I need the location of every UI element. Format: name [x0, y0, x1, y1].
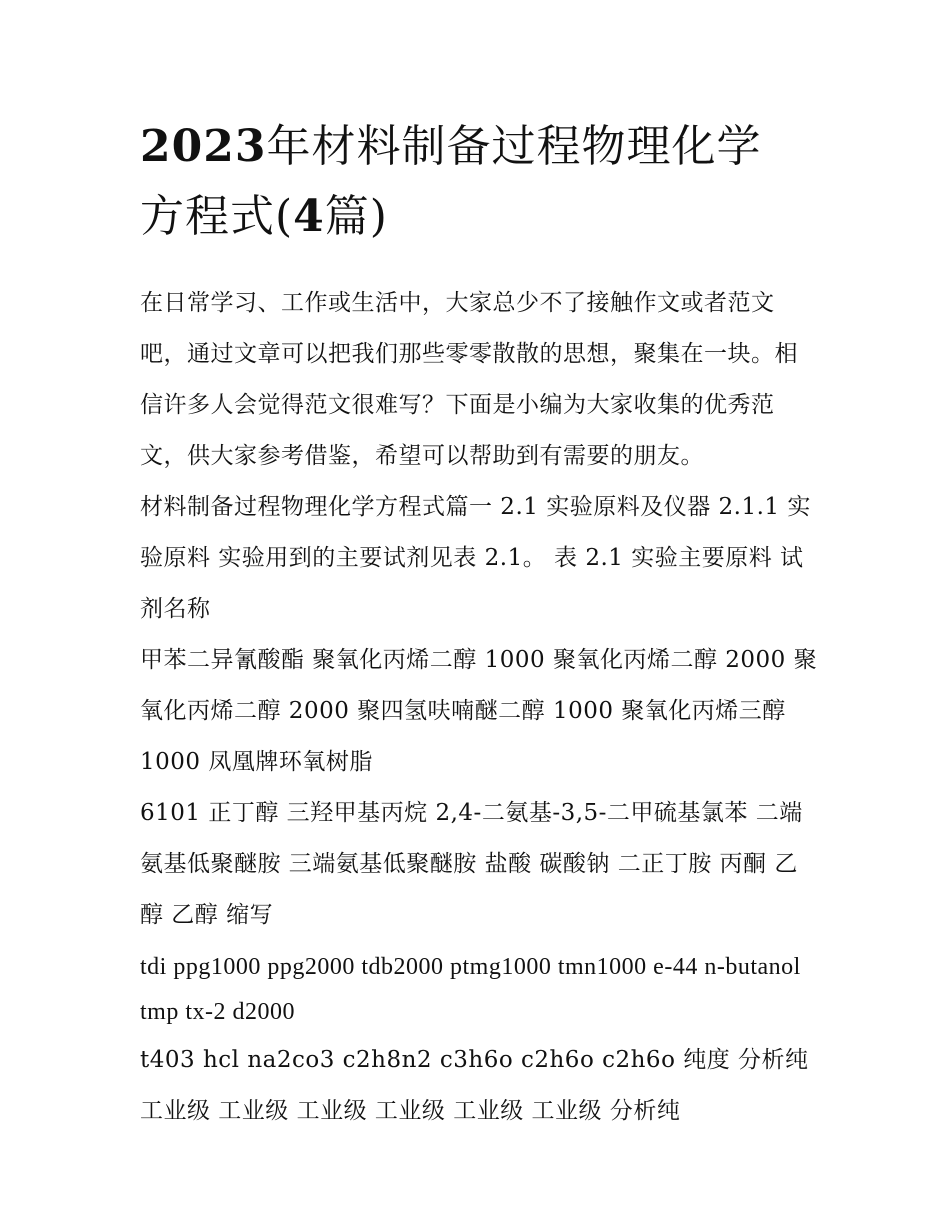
document-page	[140, 112, 820, 1137]
reagent-list-paragraph: 甲苯二异氰酸酯 聚氧化丙烯二醇 1000 聚氧化丙烯二醇 2000 聚氧化丙烯二醇 2000 聚四氢呋喃醚二醇 1000 聚氧化丙烯三醇 1000 凤凰牌环氧树脂	[140, 647, 818, 775]
title-line-1: 2023年材料制备过程物理化学	[140, 121, 762, 172]
title-line-2: 方程式(4篇)	[140, 191, 388, 242]
abbreviation-paragraph: tdi ppg1000 ppg2000 tdb2000 ptmg1000 tmn1000 e-44 n-butanol tmp tx-2 d2000	[140, 954, 801, 1025]
reagent-list-paragraph-2: 6101 正丁醇 三羟甲基丙烷 2,4-二氨基-3,5-二甲硫基氯苯 二端氨基低聚醚胺 三端氨基低聚醚胺 盐酸 碳酸钠 二正丁胺 丙酮 乙醇 乙醇 缩写	[140, 800, 803, 928]
intro-paragraph: 在日常学习、工作或生活中，大家总少不了接触作文或者范文吧，通过文章可以把我们那些零零散散的思想，聚集在一块。相信许多人会觉得范文很难写？下面是小编为大家收集的优秀范文，供大家参考借鉴，希望可以帮助到有需要的朋友。	[140, 290, 798, 469]
document-title	[140, 112, 820, 252]
section-paragraph-1: 材料制备过程物理化学方程式篇一 2.1 实验原料及仪器 2.1.1 实验原料 实验用到的主要试剂见表 2.1。 表 2.1 实验主要原料 试剂名称	[140, 494, 811, 622]
formula-purity-paragraph: t403 hcl na2co3 c2h8n2 c3h6o c2h6o c2h6o 纯度 分析纯 工业级 工业级 工业级 工业级 工业级 工业级 分析纯	[140, 1047, 809, 1124]
